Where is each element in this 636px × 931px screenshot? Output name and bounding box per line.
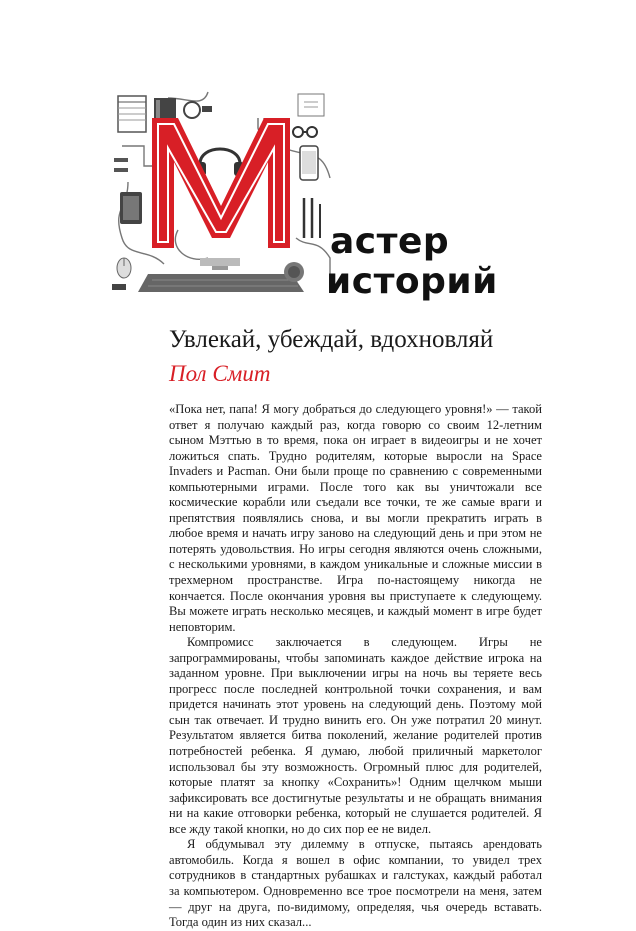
smartphone-icon xyxy=(300,146,318,180)
book-title-line-2: историй xyxy=(326,261,498,302)
red-letter-m xyxy=(152,118,290,248)
paragraph-1: «Пока нет, папа! Я могу добраться до следующего уровня!» — такой ответ я получаю каждый раз, когда говорю со своим 12-летним сыном Мэттью в то время, пока он играет в видеоигры и не хочет ложиться спать. Трудно родителям, которые выросли на Space Invaders и Pacman. Они были проще по сравнению с современными компьютерными играми. После того как вы уничтожали все космические корабли или съедали все точки, те же самые враги и препятствия появлялись снова, и вы могли прекратить играть в любое время и начать игру заново на следующий день и при этом не потерять удовольствия. Но игры сегодня являются очень сложными, с несколькими уровнями, в каждом уникальные и сложные миссии в трехмерном пространстве. Игра по-настоящему никогда не кончается. После окончания уровня вы приступаете к следующему. Вы можете играть несколько месяцев, и каждый момент в игре будет неповторим. xyxy=(169,402,542,634)
book-title-line-1: астер xyxy=(330,221,450,262)
notebook-icon xyxy=(118,96,146,132)
coffee-cup-icon xyxy=(284,262,304,282)
pen-icon xyxy=(304,198,320,238)
book-subtitle: Увлекай, убеждай, вдохновляй xyxy=(169,326,494,353)
author-name: Пол Смит xyxy=(169,361,271,386)
business-card-icon xyxy=(298,94,324,116)
keyboard-icon xyxy=(138,274,304,292)
glasses-icon xyxy=(293,127,317,137)
monitor-icon xyxy=(200,258,240,270)
tablet-icon xyxy=(120,192,142,224)
key-icon xyxy=(112,284,126,290)
computer-mouse-icon xyxy=(117,258,131,278)
usb-drive-icon xyxy=(114,158,128,172)
cable-icon xyxy=(184,102,212,118)
paragraph-3: Я обдумывал эту дилемму в отпуске, пытаясь арендовать автомобиль. Когда я вошел в офис компании, то увидел трех сотрудников в стандартных рубашках и галстуках, каждый работал за компьютером. Одновременно все трое посмотрели на меня, затем — друг на друга, по-видимому, определяя, чья очередь вставать. Тогда один из них сказал... xyxy=(169,837,542,930)
body-text xyxy=(169,402,542,931)
paragraph-2: Компромисс заключается в следующем. Игры не запрограммированы, чтобы запоминать каждое действие игрока на заданном уровне. При выключении игры на ночь вы теряете весь прогресс после последней контрольной точки сохранения, и вам придется начинать этот уровень на следующий день. Поэтому мой сын так отвечает. И трудно винить его. Он уже потратил 20 минут. Результатом является битва поколений, желание родителей против потребностей ребенка. Я думаю, любой приличный маркетолог использовал бы эту возможность. Огромный плюс для родителей, которые платят за кнопку «Сохранить»! Одним щелчком мыши зафиксировать все достигнутые результаты и не обращать внимания ни на какие отговорки ребенка, который не слушается родителей. Я все жду такой кнопки, но до сих пор ее не видел. xyxy=(169,635,542,836)
book-cover-illustration xyxy=(108,88,340,298)
